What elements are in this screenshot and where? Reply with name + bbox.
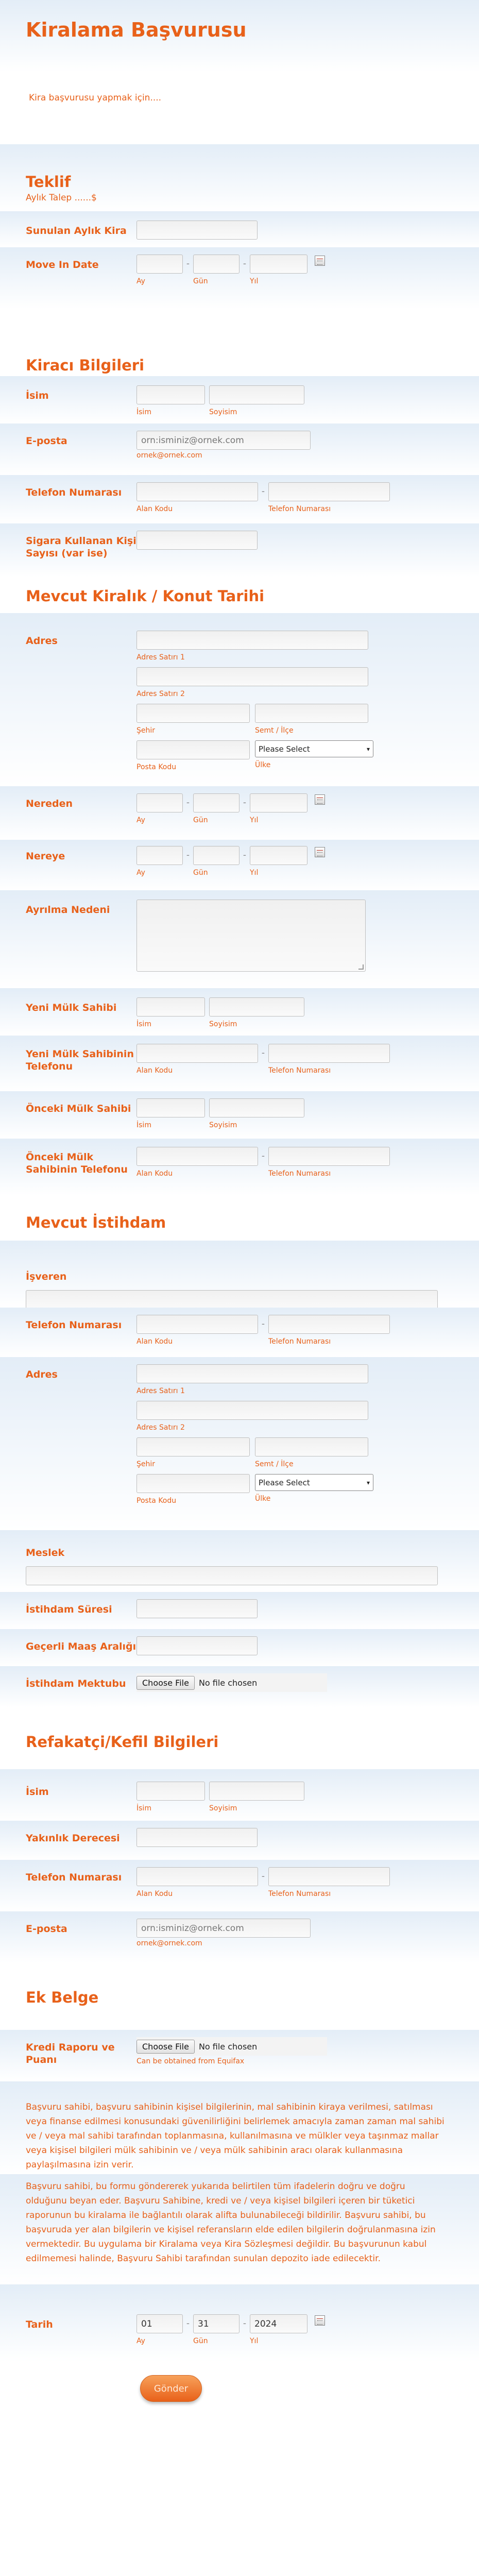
rent-input[interactable] [136,221,258,240]
date-month-input[interactable]: 01 [136,2314,183,2333]
residence-title: Mevcut Kiralık / Konut Tarihi [26,587,265,605]
employer-input[interactable] [26,1290,438,1309]
date-separator: - [186,798,190,808]
area-code-sub: Alan Kodu [136,1170,173,1178]
offer-subtitle: Aylık Talep ......$ [26,193,97,203]
year-sub: Yıl [250,816,259,824]
guarantor-phone-label: Telefon Numarası [26,1872,122,1883]
employment-phone-input[interactable] [268,1315,390,1334]
movein-label: Move In Date [26,259,99,270]
employment-country-select[interactable] [255,1474,373,1491]
guarantor-phone-input[interactable] [268,1867,390,1886]
last-name-sub: Soyisim [209,1121,237,1129]
prev-owner-phone-row [0,1139,479,1195]
day-sub: Gün [193,816,208,824]
residence-address2-input[interactable] [136,667,368,686]
guarantor-section-header [0,1707,479,1769]
residence-from-label: Nereden [26,798,73,809]
area-code-sub: Alan Kodu [136,1337,173,1346]
new-owner-phone-label: Yeni Mülk Sahibinin Telefonu [26,1048,134,1072]
letter-row [0,1666,479,1707]
prev-owner-phone-label: Önceki Mülk Sahibinin Telefonu [26,1151,128,1175]
city-sub: Şehir [136,726,156,735]
credit-file-input[interactable] [136,2037,327,2056]
credit-sub: Can be obtained from Equifax [136,2057,245,2065]
consent-paragraph-2: Başvuru sahibi, bu formu göndererek yukarıda belirtilen tüm ifadelerin doğru ve doğru olduğunu beyan eder. Başvuru Sahibine, kredi ve / veya kişisel bilgileri içeren bir tüketici raporunun bu kiralama ile bağlantılı olarak alifta bulunabileceği bildirilir. Başvuru sahibi, bu başvuruda yer alan bilgilerin ve kişisel referansların elde edilen bilgilerin doğrulanmasına izin vermektedir. Bu uygulama bir Kiralama veya Kira Sözleşmesi değildir. Bu başvurunun kabul edilmemesi halinde, Başvuru Sahibi tarafından sunulan depozito iade edilecektir. [26,2181,436,2264]
movein-day-input[interactable] [193,255,239,274]
prev-owner-last-input[interactable] [209,1098,304,1117]
phone-sub: Telefon Numarası [268,1337,331,1346]
employment-city-input[interactable] [136,1437,250,1456]
attachment-section-header [0,1963,479,2030]
residence-address-label: Adres [26,635,58,647]
phone-sub: Telefon Numarası [268,1170,331,1178]
month-sub: Ay [136,869,145,877]
date-year-input[interactable]: 2024 [250,2314,307,2333]
movein-month-input[interactable] [136,255,183,274]
phone-sub: Telefon Numarası [268,1890,331,1898]
guarantor-last-input[interactable] [209,1782,304,1801]
employment-title: Mevcut İstihdam [26,1214,166,1231]
date-separator: - [243,798,247,808]
salary-label: Geçerli Maaş Aralığı [26,1641,136,1652]
tenant-name-label: İsim [26,390,49,401]
first-name-sub: İsim [136,1121,151,1129]
form-header [0,0,479,72]
offer-title: Teklif [26,173,71,191]
tenant-phone-input[interactable] [268,482,390,501]
from-day-input[interactable] [193,793,239,812]
state-sub: Semt / İlçe [255,1460,294,1468]
new-owner-last-input[interactable] [209,997,304,1016]
salary-input[interactable] [136,1636,258,1655]
month-sub: Ay [136,277,145,285]
email-sub: ornek@ornek.com [136,451,202,460]
choose-file-button[interactable]: Choose File [136,1676,195,1690]
form-title: Kiralama Başvurusu [26,19,247,41]
guarantor-name-row [0,1769,479,1821]
residence-zip-input[interactable] [136,740,250,759]
guarantor-email-row [0,1911,479,1963]
phone-sub: Telefon Numarası [268,1066,331,1075]
job-input[interactable] [26,1566,438,1585]
city-sub: Şehir [136,1460,156,1468]
new-owner-phone-row [0,1036,479,1091]
address2-sub: Adres Satırı 2 [136,690,185,698]
address1-sub: Adres Satırı 1 [136,1387,185,1395]
guarantor-title: Refakatçi/Kefil Bilgileri [26,1733,219,1751]
tenant-phone-row [0,475,479,523]
new-owner-row [0,988,479,1036]
guarantor-relation-row [0,1821,479,1860]
guarantor-email-input[interactable]: orn:isminiz@ornek.com [136,1919,311,1938]
new-owner-phone-input[interactable] [268,1044,390,1063]
file-status: No file chosen [198,2041,258,2052]
chevron-down-icon: ▾ [366,745,370,753]
residence-country-select[interactable] [255,740,373,757]
submit-row [0,2362,479,2425]
calendar-icon[interactable] [315,794,325,805]
prev-owner-label: Önceki Mülk Sahibi [26,1103,131,1114]
form-intro: Kira başvurusu yapmak için.... [29,93,162,103]
residence-city-input[interactable] [136,704,250,723]
tenant-email-input[interactable]: orn:isminiz@ornek.com [136,431,311,450]
employment-zip-input[interactable] [136,1474,250,1493]
new-owner-first-input[interactable] [136,997,205,1016]
choose-file-button[interactable]: Choose File [136,2040,195,2054]
employment-area-input[interactable] [136,1315,258,1334]
country-select-value: Please Select [259,1478,310,1487]
job-row [0,1530,479,1592]
date-day-input[interactable]: 31 [193,2314,239,2333]
date-label: Tarih [26,2319,53,2330]
first-name-sub: İsim [136,1020,151,1028]
employment-address-row [0,1357,479,1530]
country-select-value: Please Select [259,744,310,754]
guarantor-relation-label: Yakınlık Derecesi [26,1833,120,1844]
consent-para2-row [0,2174,479,2284]
address2-sub: Adres Satırı 2 [136,1423,185,1432]
last-name-sub: Soyisim [209,408,237,416]
new-owner-label: Yeni Mülk Sahibi [26,1002,117,1013]
tenant-title: Kiracı Bilgileri [26,357,145,374]
tenant-email-label: E-posta [26,435,67,447]
area-code-sub: Alan Kodu [136,1066,173,1075]
date-separator: - [243,2318,247,2329]
consent-para1-row [0,2081,479,2174]
date-separator: - [186,2318,190,2329]
employment-address-label: Adres [26,1369,58,1380]
consent-paragraph-1: Başvuru sahibi, başvuru sahibinin kişisel bilgilerinin, mal sahibinin kiraya verilmesi, satılması veya finanse edilmesi konusundaki güvenilirliğini belirlemek amacıyla zaman zaman mal sahibi ve / veya mal sahibi tarafından toplanmasına, kullanılmasına ve mülkler veya taşınmaz mallar veya kişisel bilgileri mülk sahibinin ve / veya mülk sahibinin aracı olarak kullanmasına paylaşılmasına izin verir. [26,2102,444,2170]
zip-sub: Posta Kodu [136,763,177,771]
date-separator: - [186,259,190,269]
date-separator: - [243,259,247,269]
phone-separator: - [261,486,265,497]
country-sub: Ülke [255,761,271,769]
employment-phone-label: Telefon Numarası [26,1319,122,1331]
movein-row [0,247,479,309]
tenant-smokers-label: Sigara Kullanan Kişi Sayısı (var ise) [26,535,136,559]
phone-separator: - [261,1871,265,1882]
calendar-icon[interactable] [315,256,325,266]
guarantor-phone-row [0,1860,479,1911]
from-month-input[interactable] [136,793,183,812]
calendar-icon[interactable] [315,2315,325,2326]
intro-row [0,72,479,144]
residence-to-label: Nereye [26,851,65,862]
residence-state-input[interactable] [255,704,368,723]
guarantor-name-label: İsim [26,1786,49,1798]
credit-row [0,2030,479,2081]
prev-owner-area-input[interactable] [136,1147,258,1166]
last-name-sub: Soyisim [209,1804,237,1812]
from-year-input[interactable] [250,793,307,812]
year-sub: Yıl [250,869,259,877]
calendar-icon[interactable] [315,847,325,857]
year-sub: Yıl [250,277,259,285]
month-sub: Ay [136,816,145,824]
employer-label: İşveren [26,1271,67,1282]
letter-label: İstihdam Mektubu [26,1678,126,1689]
employment-address2-input[interactable] [136,1401,368,1420]
email-sub: ornek@ornek.com [136,1939,202,1947]
tenant-name-row [0,376,479,423]
tenant-last-name-input[interactable] [209,385,304,404]
prev-owner-phone-input[interactable] [268,1147,390,1166]
submit-button[interactable]: Gönder [140,2375,202,2402]
guarantor-email-label: E-posta [26,1923,67,1935]
tenant-email-row [0,423,479,475]
residence-to-row [0,840,479,890]
country-sub: Ülke [255,1495,271,1503]
guarantor-relation-input[interactable] [136,1828,258,1847]
file-status: No file chosen [198,1677,258,1688]
salary-row [0,1629,479,1666]
month-sub: Ay [136,2337,145,2345]
phone-sub: Telefon Numarası [268,505,331,513]
employment-state-input[interactable] [255,1437,368,1456]
rent-label: Sunulan Aylık Kira [26,225,127,236]
zip-sub: Posta Kodu [136,1497,177,1505]
residence-reason-label: Ayrılma Nedeni [26,904,110,916]
new-owner-area-input[interactable] [136,1044,258,1063]
rent-row [0,211,479,247]
guarantor-first-input[interactable] [136,1782,205,1801]
tenant-first-name-input[interactable] [136,385,205,404]
duration-input[interactable] [136,1599,258,1618]
chevron-down-icon: ▾ [366,1479,370,1486]
residence-address1-input[interactable] [136,631,368,650]
residence-reason-row [0,890,479,988]
movein-year-input[interactable] [250,255,307,274]
residence-from-row [0,786,479,840]
employment-phone-row [0,1308,479,1357]
tenant-smokers-input[interactable] [136,531,258,550]
last-name-sub: Soyisim [209,1020,237,1028]
tenant-area-code-input[interactable] [136,482,258,501]
address1-sub: Adres Satırı 1 [136,653,185,662]
year-sub: Yıl [250,2337,259,2345]
area-code-sub: Alan Kodu [136,1890,173,1898]
prev-owner-row [0,1091,479,1139]
tenant-section-header [0,309,479,376]
phone-separator: - [261,1048,265,1058]
to-month-input[interactable] [136,846,183,865]
to-year-input[interactable] [250,846,307,865]
job-label: Meslek [26,1547,65,1558]
duration-row [0,1592,479,1629]
duration-label: İstihdam Süresi [26,1604,112,1615]
guarantor-area-input[interactable] [136,1867,258,1886]
day-sub: Gün [193,277,208,285]
residence-section-header [0,577,479,613]
date-separator: - [186,850,190,860]
prev-owner-first-input[interactable] [136,1098,205,1117]
attachment-title: Ek Belge [26,1989,99,2006]
tenant-smokers-row [0,523,479,577]
date-separator: - [243,850,247,860]
area-code-sub: Alan Kodu [136,505,173,513]
tenant-phone-label: Telefon Numarası [26,487,122,498]
first-name-sub: İsim [136,1804,151,1812]
to-day-input[interactable] [193,846,239,865]
letter-file-input[interactable] [136,1673,327,1692]
date-row [0,2284,479,2362]
employer-row [0,1241,479,1308]
offer-section-header [0,144,479,211]
phone-separator: - [261,1319,265,1329]
day-sub: Gün [193,869,208,877]
employment-section-header [0,1195,479,1241]
employment-address1-input[interactable] [136,1364,368,1383]
day-sub: Gün [193,2337,208,2345]
first-name-sub: İsim [136,408,151,416]
phone-separator: - [261,1151,265,1161]
residence-reason-textarea[interactable] [136,900,366,972]
state-sub: Semt / İlçe [255,726,294,735]
credit-label: Kredi Raporu ve Puanı [26,2042,115,2065]
residence-address-row [0,613,479,786]
